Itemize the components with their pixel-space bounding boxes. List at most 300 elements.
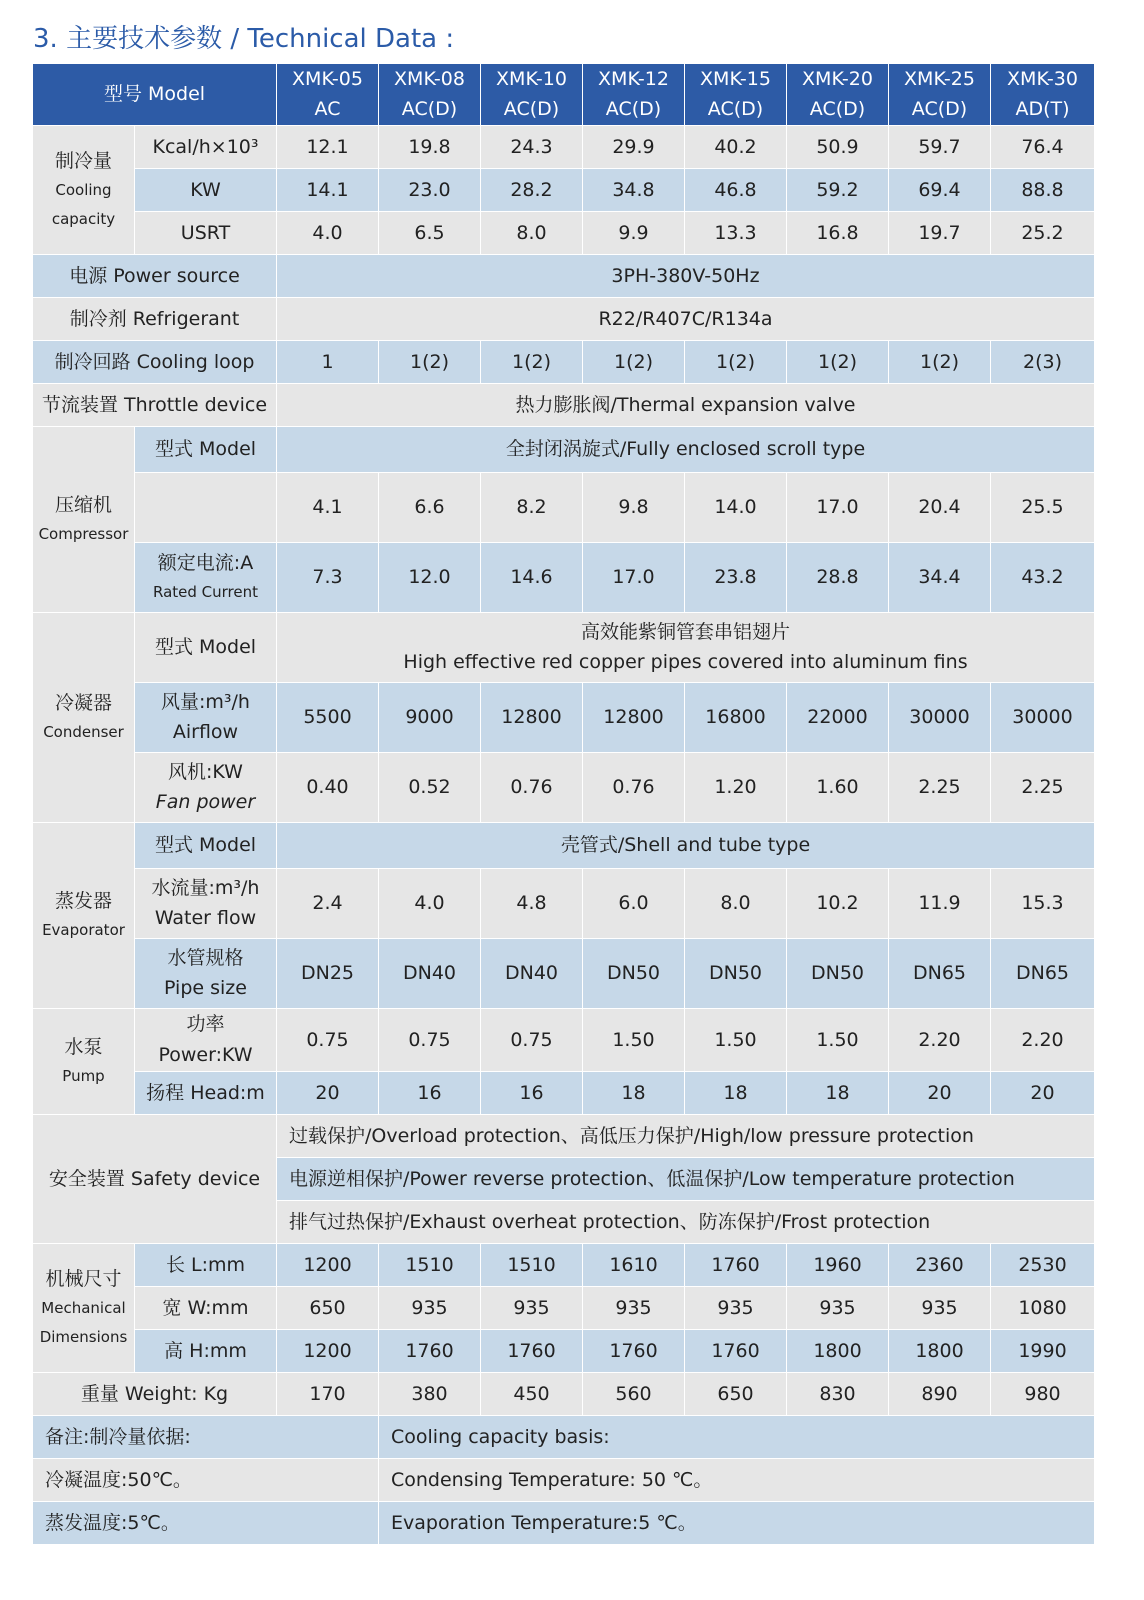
cell-text: 18 — [723, 1081, 748, 1104]
value-cell — [379, 211, 481, 254]
cell-text: 20 — [315, 1081, 340, 1104]
value-cell — [481, 752, 583, 822]
value-cell — [583, 1286, 685, 1329]
value-cell — [379, 542, 481, 612]
value-cell — [481, 542, 583, 612]
row-label — [33, 340, 277, 383]
cooling-row — [33, 125, 1095, 168]
value-cell — [277, 1286, 379, 1329]
safety-line — [277, 1157, 1095, 1200]
cell-text: 18 — [621, 1081, 646, 1104]
value-cell — [991, 1243, 1095, 1286]
cell-text: 12800 — [603, 706, 664, 729]
cell-text: 1 — [321, 350, 334, 373]
cell-text: 制冷回路 Cooling loop — [54, 350, 255, 373]
value-cell — [481, 168, 583, 211]
cell-text: DN50 — [606, 962, 661, 985]
value-cell — [787, 542, 889, 612]
cell-text: 34.8 — [612, 178, 655, 201]
value-cell — [991, 1071, 1095, 1114]
page-title: 3. 主要技术参数 / Technical Data : — [33, 24, 455, 54]
cell-text: AC(D) — [401, 98, 458, 121]
dimension-row — [33, 1329, 1095, 1372]
cell-text: 型式 Model — [154, 834, 257, 857]
cell-text: 13.3 — [714, 221, 757, 244]
cell-text: 4.0 — [414, 892, 445, 915]
cell-text: Airflow — [172, 721, 239, 744]
value-cell — [379, 1243, 481, 1286]
cell-text: Pipe size — [164, 977, 247, 1000]
sub-label — [135, 868, 277, 938]
cell-text: 59.2 — [816, 178, 859, 201]
value-cell — [277, 1071, 379, 1114]
value-cell — [583, 125, 685, 168]
cell-text: 20 — [927, 1081, 952, 1104]
safety-line — [277, 1200, 1095, 1243]
value-cell — [685, 1286, 787, 1329]
cell-text: 19.7 — [918, 221, 961, 244]
compressor-group-label — [33, 426, 135, 612]
cooling-row — [33, 168, 1095, 211]
value-cell — [787, 938, 889, 1008]
cell-text: 11.9 — [918, 892, 961, 915]
value-cell — [277, 682, 379, 752]
span-value — [277, 383, 1095, 426]
technical-data-table — [32, 63, 1095, 1545]
cell-text: 14.1 — [306, 178, 349, 201]
value-cell — [787, 168, 889, 211]
value-cell — [889, 1071, 991, 1114]
value-cell — [991, 1008, 1095, 1071]
cell-text: 935 — [717, 1296, 754, 1319]
model-name-cell — [583, 64, 685, 126]
cell-text: 0.75 — [408, 1028, 451, 1051]
value-cell — [787, 1329, 889, 1372]
value-cell — [991, 682, 1095, 752]
cell-text: XMK-30 — [1007, 68, 1078, 90]
value-cell — [277, 472, 379, 542]
condenser-row — [33, 612, 1095, 682]
cell-text: 830 — [819, 1382, 856, 1405]
power-source-row — [33, 254, 1095, 297]
value-cell — [787, 1008, 889, 1071]
cell-text: 2.20 — [918, 1028, 961, 1051]
compressor-row — [33, 472, 1095, 542]
value-cell — [379, 125, 481, 168]
row-label — [33, 383, 277, 426]
cell-text: 0.76 — [510, 776, 553, 799]
value-cell — [379, 340, 481, 383]
span-value — [277, 426, 1095, 472]
cell-text: XMK-12 — [598, 68, 669, 90]
cell-text: Cooling capacity basis: — [391, 1425, 610, 1448]
cell-text: 28.2 — [510, 178, 553, 201]
value-cell — [277, 340, 379, 383]
sub-label — [135, 1286, 277, 1329]
value-cell — [277, 1008, 379, 1071]
value-cell — [481, 1372, 583, 1415]
value-cell — [481, 938, 583, 1008]
note-row — [33, 1458, 1095, 1501]
value-cell — [583, 1243, 685, 1286]
value-cell — [787, 125, 889, 168]
cell-text: 9.9 — [618, 221, 649, 244]
value-cell — [583, 1008, 685, 1071]
cell-text: 980 — [1024, 1382, 1061, 1405]
value-cell — [991, 868, 1095, 938]
value-cell — [583, 168, 685, 211]
cell-text: 4.1 — [312, 496, 343, 519]
unit-label — [135, 211, 277, 254]
cell-text: 0.40 — [306, 776, 349, 799]
cell-text: USRT — [180, 221, 231, 244]
span-value — [277, 254, 1095, 297]
sub-label — [135, 938, 277, 1008]
value-cell — [889, 752, 991, 822]
cooling-group-label — [33, 125, 135, 254]
cell-text: 935 — [819, 1296, 856, 1319]
cell-text: 170 — [309, 1382, 346, 1405]
value-cell — [481, 1286, 583, 1329]
cell-text: AC(D) — [911, 98, 968, 121]
cell-text: Pump — [62, 1067, 105, 1086]
sub-label — [135, 542, 277, 612]
cell-text: 1990 — [1018, 1339, 1067, 1362]
sub-label — [135, 1329, 277, 1372]
pump-group-label — [33, 1008, 135, 1114]
cell-text: 24.3 — [510, 135, 553, 158]
cell-text: 压缩机 — [54, 493, 112, 516]
cell-text: 制冷量 — [54, 150, 112, 173]
cell-text: 0.75 — [510, 1028, 553, 1051]
value-cell — [787, 868, 889, 938]
cell-text: XMK-05 — [292, 68, 363, 90]
value-cell — [685, 1008, 787, 1071]
value-cell — [889, 125, 991, 168]
value-cell — [991, 125, 1095, 168]
unit-label — [135, 168, 277, 211]
value-cell — [889, 1243, 991, 1286]
cell-text: 8.0 — [720, 892, 751, 915]
cell-text: 1800 — [813, 1339, 862, 1362]
cell-text: 16.8 — [816, 221, 859, 244]
compressor-row — [33, 426, 1095, 472]
cell-text: 16 — [519, 1081, 544, 1104]
value-cell — [685, 868, 787, 938]
cell-text: 560 — [615, 1382, 652, 1405]
value-cell — [991, 1372, 1095, 1415]
cell-text: 热力膨胀阀/Thermal expansion valve — [515, 393, 856, 416]
evaporator-group-label — [33, 822, 135, 1008]
cell-text: XMK-25 — [904, 68, 975, 90]
cell-text: 1(2) — [919, 350, 959, 373]
cell-text: 9.8 — [618, 496, 649, 519]
cell-text: AC(D) — [503, 98, 560, 121]
value-cell — [481, 340, 583, 383]
cell-text: 43.2 — [1021, 566, 1064, 589]
value-cell — [583, 542, 685, 612]
value-cell — [787, 340, 889, 383]
value-cell — [583, 1329, 685, 1372]
value-cell — [991, 938, 1095, 1008]
value-cell — [685, 1329, 787, 1372]
value-cell — [379, 1329, 481, 1372]
cell-text: 1510 — [405, 1253, 454, 1276]
cell-text: 2530 — [1018, 1253, 1067, 1276]
cell-text: 6.0 — [618, 892, 649, 915]
value-cell — [379, 682, 481, 752]
cell-text: DN65 — [912, 962, 967, 985]
cell-text: 40.2 — [714, 135, 757, 158]
cell-text: AC(D) — [809, 98, 866, 121]
cell-text: Rated Current — [152, 583, 259, 602]
cell-text: 2(3) — [1022, 350, 1062, 373]
value-cell — [481, 682, 583, 752]
evaporator-row — [33, 822, 1095, 868]
value-cell — [991, 1329, 1095, 1372]
cell-text: 1200 — [303, 1253, 352, 1276]
cell-text: High effective red copper pipes covered into aluminum fins — [403, 651, 968, 674]
cell-text: Compressor — [38, 525, 129, 544]
value-cell — [889, 340, 991, 383]
value-cell — [379, 1372, 481, 1415]
value-cell — [889, 1008, 991, 1071]
value-cell — [379, 752, 481, 822]
cell-text: 1610 — [609, 1253, 658, 1276]
value-cell — [991, 340, 1095, 383]
safety-line — [277, 1114, 1095, 1157]
cell-text: 0.52 — [408, 776, 451, 799]
cell-text: 安全装置 Safety device — [48, 1167, 261, 1190]
cell-text: XMK-10 — [496, 68, 567, 90]
cell-text: 水管规格 — [167, 946, 244, 969]
sub-label — [135, 822, 277, 868]
cell-text: 935 — [513, 1296, 550, 1319]
cell-text: 1080 — [1018, 1296, 1067, 1319]
cell-text: R22/R407C/R134a — [598, 307, 773, 330]
cell-text: 380 — [411, 1382, 448, 1405]
value-cell — [685, 168, 787, 211]
condenser-row — [33, 682, 1095, 752]
cell-text: 0.76 — [612, 776, 655, 799]
value-cell — [583, 938, 685, 1008]
value-cell — [889, 1372, 991, 1415]
value-cell — [787, 1243, 889, 1286]
cell-text: 2.25 — [918, 776, 961, 799]
sub-label — [135, 682, 277, 752]
cell-text: 过载保护/Overload protection、高低压力保护/High/low pressure protection — [289, 1124, 974, 1147]
cell-text: 1(2) — [715, 350, 755, 373]
dimension-row — [33, 1243, 1095, 1286]
cell-text: 全封闭涡旋式/Fully enclosed scroll type — [505, 438, 866, 461]
cell-text: 重量 Weight: Kg — [80, 1382, 229, 1405]
value-cell — [583, 472, 685, 542]
value-cell — [379, 868, 481, 938]
cell-text: 风量:m³/h — [161, 690, 250, 713]
cell-text: 22000 — [807, 706, 868, 729]
value-cell — [379, 1071, 481, 1114]
cell-text: 1760 — [711, 1339, 760, 1362]
value-cell — [889, 1286, 991, 1329]
cell-text: KW — [190, 178, 221, 201]
cell-text: 10.2 — [816, 892, 859, 915]
value-cell — [277, 1243, 379, 1286]
pump-row — [33, 1008, 1095, 1071]
cell-text: 1760 — [507, 1339, 556, 1362]
cell-text: 16 — [417, 1081, 442, 1104]
cell-text: 30000 — [1012, 706, 1073, 729]
cell-text: 蒸发温度:5℃。 — [45, 1511, 180, 1534]
unit-label — [135, 125, 277, 168]
cell-text: 69.4 — [918, 178, 961, 201]
cell-text: 30000 — [909, 706, 970, 729]
cell-text: Condenser — [43, 723, 124, 742]
cell-text: 1.50 — [612, 1028, 655, 1051]
cell-text: DN65 — [1015, 962, 1070, 985]
cell-text: 1760 — [711, 1253, 760, 1276]
note-row — [33, 1501, 1095, 1544]
cell-text: 备注:制冷量依据: — [45, 1425, 191, 1448]
value-cell — [685, 1071, 787, 1114]
sub-label — [135, 472, 277, 542]
sub-label — [135, 1071, 277, 1114]
cell-text: DN50 — [708, 962, 763, 985]
value-cell — [787, 472, 889, 542]
value-cell — [991, 168, 1095, 211]
cell-text: Fan power — [155, 791, 256, 814]
value-cell — [889, 868, 991, 938]
value-cell — [787, 1071, 889, 1114]
cell-text: Dimensions — [39, 1327, 128, 1346]
cell-text: 23.0 — [408, 178, 451, 201]
cell-text: 15.3 — [1021, 892, 1064, 915]
note-right — [379, 1415, 1095, 1458]
cell-text: 0.75 — [306, 1028, 349, 1051]
compressor-row — [33, 542, 1095, 612]
value-cell — [277, 125, 379, 168]
refrigerant-row — [33, 297, 1095, 340]
value-cell — [787, 211, 889, 254]
cell-text: 4.0 — [312, 221, 343, 244]
cell-text: 1200 — [303, 1339, 352, 1362]
throttle-row — [33, 383, 1095, 426]
cell-text: 壳管式/Shell and tube type — [560, 834, 811, 857]
note-right — [379, 1501, 1095, 1544]
cell-text: 46.8 — [714, 178, 757, 201]
safety-row — [33, 1114, 1095, 1157]
cell-text: 排气过热保护/Exhaust overheat protection、防冻保护/Frost protection — [289, 1210, 931, 1233]
evaporator-row — [33, 938, 1095, 1008]
cell-text: 节流装置 Throttle device — [41, 393, 268, 416]
cell-text: 1(2) — [409, 350, 449, 373]
cell-text: Mechanical — [41, 1299, 126, 1318]
value-cell — [685, 542, 787, 612]
cell-text: 扬程 Head:m — [146, 1081, 265, 1104]
cell-text: 3PH-380V-50Hz — [611, 264, 760, 287]
cell-text: 14.0 — [714, 496, 757, 519]
value-cell — [481, 868, 583, 938]
cell-text: XMK-15 — [700, 68, 771, 90]
cell-text: 650 — [717, 1382, 754, 1405]
sub-label — [135, 1008, 277, 1071]
cell-text: 型式 Model — [154, 438, 257, 461]
row-label — [33, 297, 277, 340]
row-label — [33, 1372, 277, 1415]
cell-text: 1.50 — [816, 1028, 859, 1051]
cell-text: 1(2) — [817, 350, 857, 373]
value-cell — [889, 682, 991, 752]
cell-text: capacity — [51, 209, 116, 228]
cell-text: AD(T) — [1015, 98, 1070, 121]
cell-text: 34.4 — [918, 566, 961, 589]
value-cell — [991, 752, 1095, 822]
sub-label — [135, 752, 277, 822]
cell-text: AC(D) — [605, 98, 662, 121]
cell-text: 6.6 — [414, 496, 445, 519]
table-body — [33, 64, 1095, 1545]
cell-text: 6.5 — [414, 221, 445, 244]
cell-text: 76.4 — [1021, 135, 1064, 158]
cooling-row — [33, 211, 1095, 254]
cell-text: Evaporation Temperature:5 ℃。 — [391, 1511, 697, 1534]
cell-text: 高效能紫铜管套串铝翅片 — [580, 620, 790, 643]
cell-text: 650 — [309, 1296, 346, 1319]
value-cell — [583, 752, 685, 822]
cell-text: 20 — [1030, 1081, 1055, 1104]
value-cell — [889, 472, 991, 542]
cell-text: 20.4 — [918, 496, 961, 519]
value-cell — [685, 472, 787, 542]
value-cell — [481, 1071, 583, 1114]
cell-text: 450 — [513, 1382, 550, 1405]
cell-text: DN50 — [810, 962, 865, 985]
sub-label — [135, 1243, 277, 1286]
cell-text: 59.7 — [918, 135, 961, 158]
value-cell — [787, 752, 889, 822]
value-cell — [583, 340, 685, 383]
cell-text: 高 H:mm — [164, 1339, 247, 1362]
cell-text: 1.50 — [714, 1028, 757, 1051]
sub-label — [135, 426, 277, 472]
cell-text: 9000 — [405, 706, 454, 729]
value-cell — [379, 1286, 481, 1329]
cell-text: 935 — [411, 1296, 448, 1319]
cell-text: 8.0 — [516, 221, 547, 244]
value-cell — [889, 211, 991, 254]
value-cell — [583, 682, 685, 752]
value-cell — [685, 1372, 787, 1415]
cell-text: 935 — [921, 1296, 958, 1319]
cell-text: 型号 Model — [103, 83, 206, 106]
value-cell — [685, 682, 787, 752]
note-right — [379, 1458, 1095, 1501]
cell-text: 电源逆相保护/Power reverse protection、低温保护/Low temperature protection — [289, 1167, 1015, 1190]
cell-text: 17.0 — [612, 566, 655, 589]
model-name-cell — [787, 64, 889, 126]
value-cell — [481, 1329, 583, 1372]
value-cell — [277, 211, 379, 254]
value-cell — [991, 472, 1095, 542]
model-name-cell — [991, 64, 1095, 126]
cell-text: 2360 — [915, 1253, 964, 1276]
cell-text: 1760 — [405, 1339, 454, 1362]
cell-text: 18 — [825, 1081, 850, 1104]
model-name-cell — [277, 64, 379, 126]
cell-text: Kcal/h×10³ — [152, 135, 259, 158]
cell-text: 冷凝温度:50℃。 — [45, 1468, 192, 1491]
sub-label — [135, 612, 277, 682]
note-left — [33, 1501, 379, 1544]
